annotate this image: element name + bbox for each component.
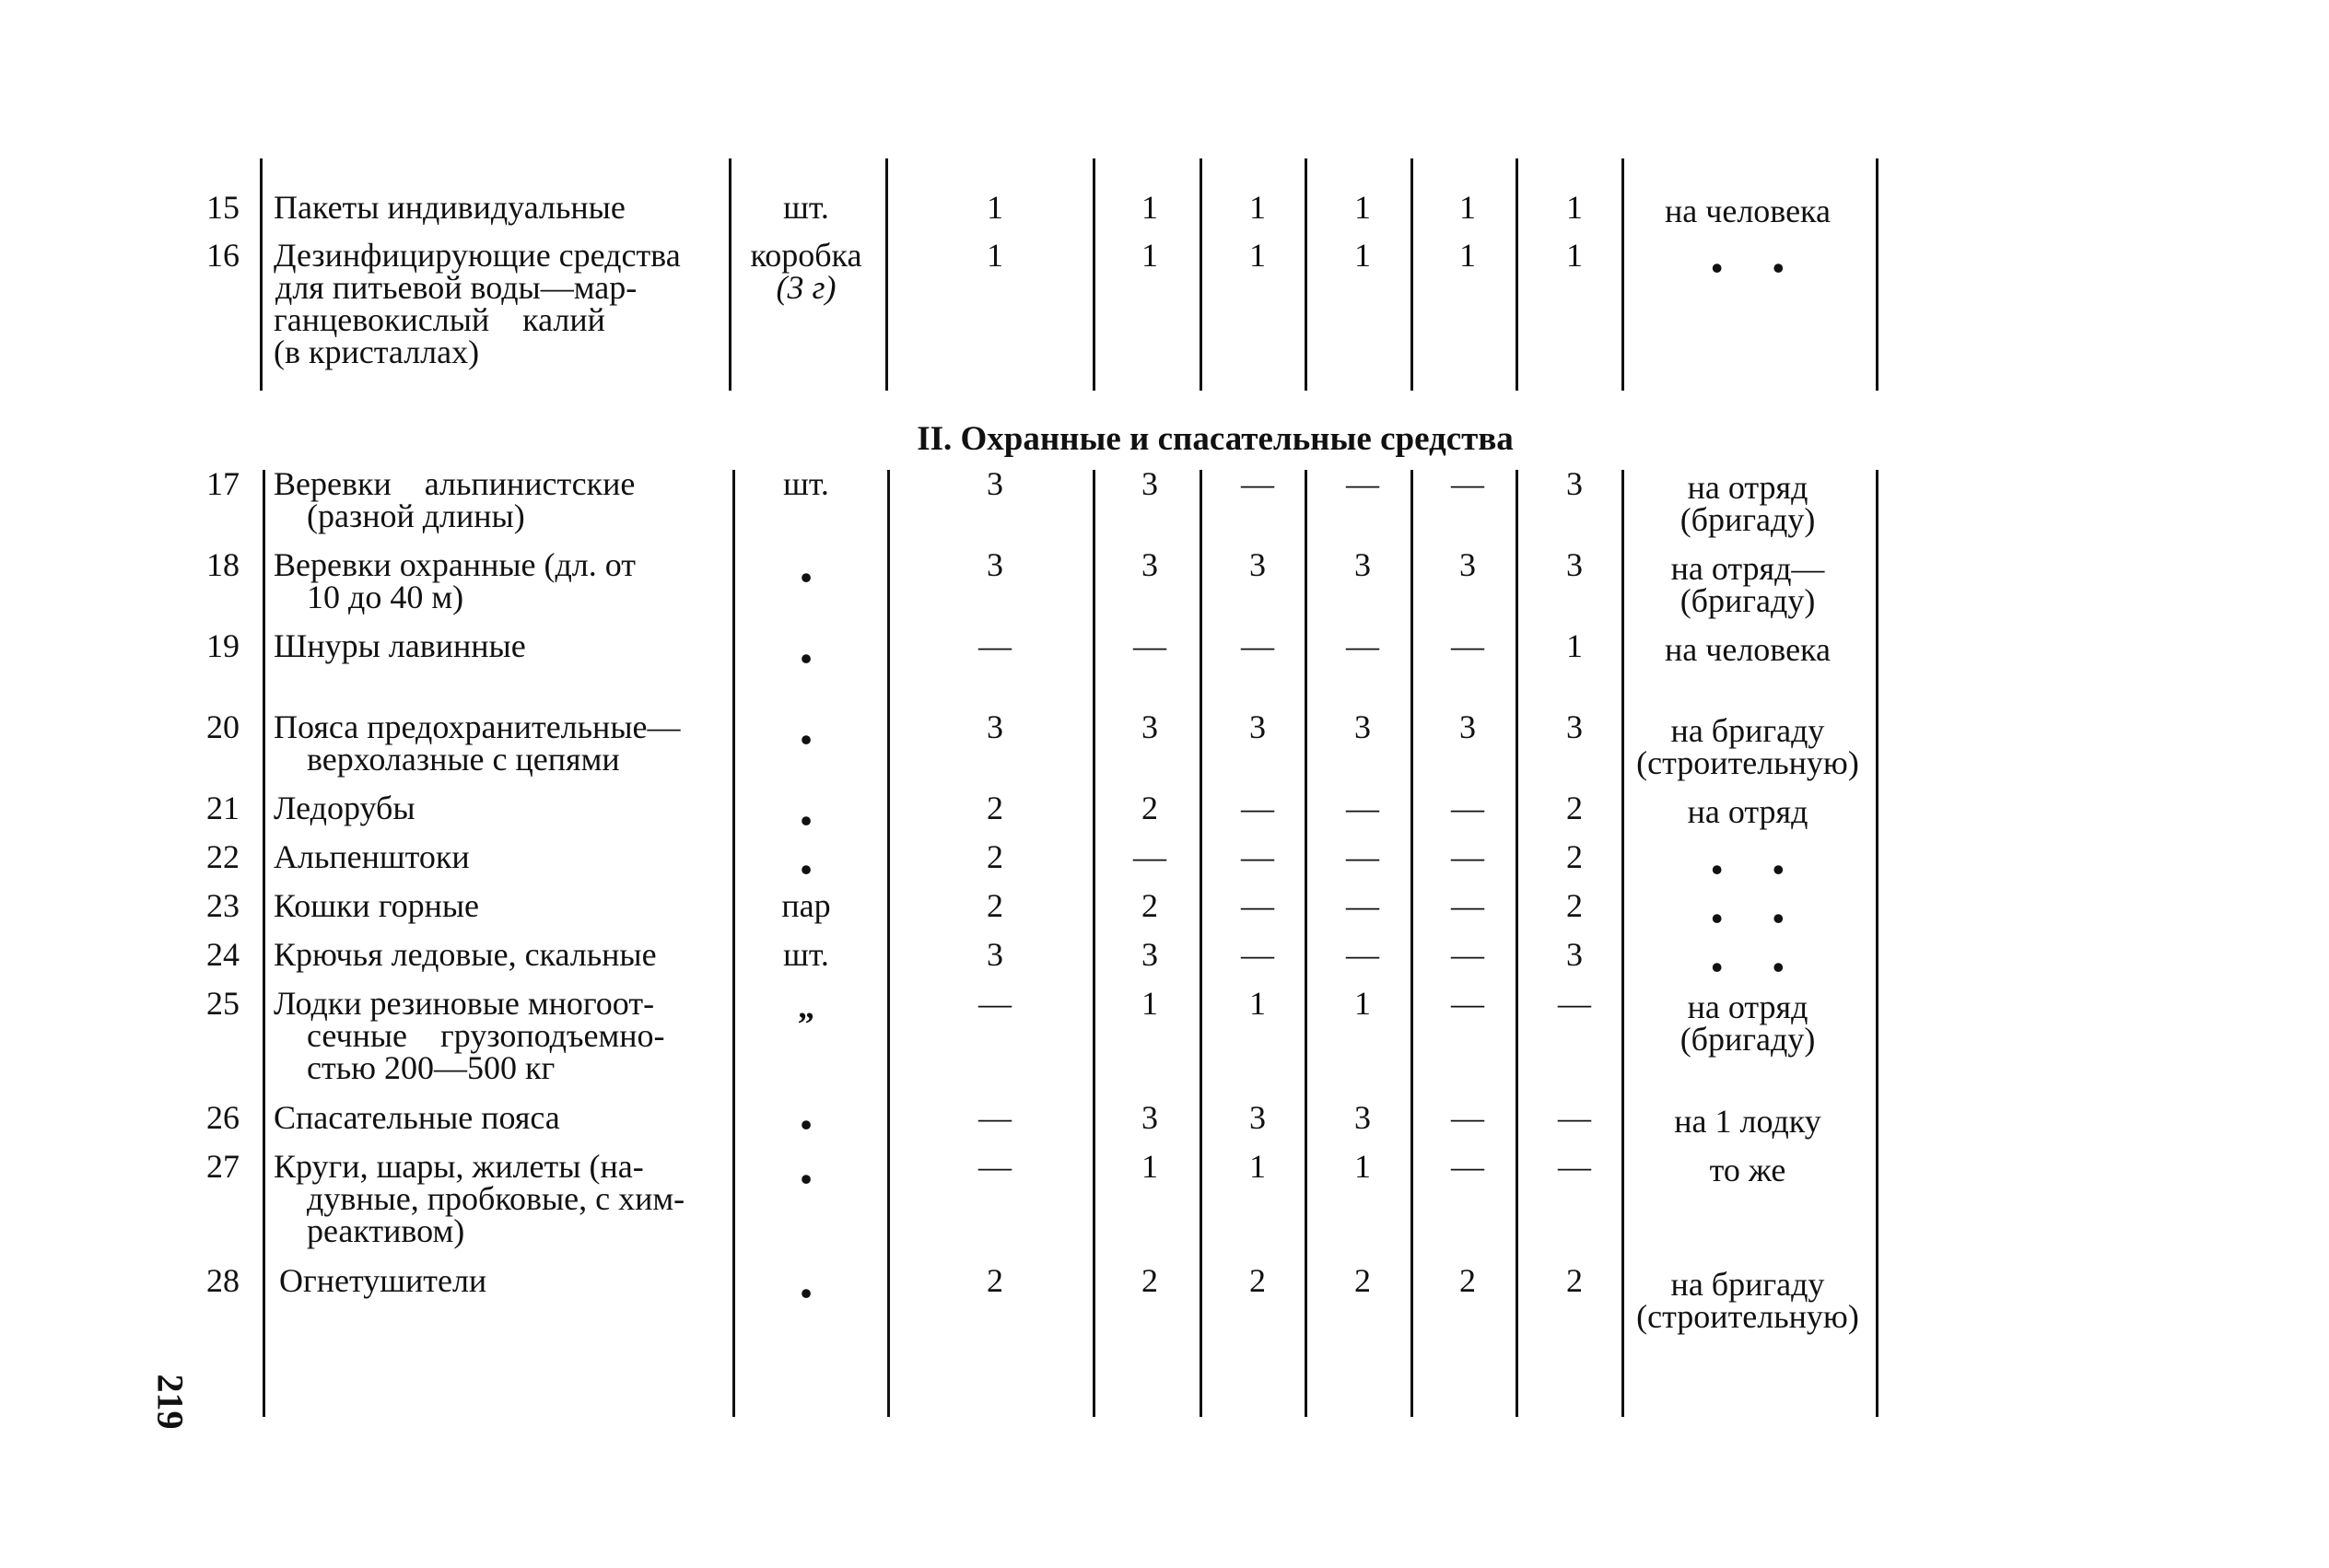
rule-bottom-q4 <box>1410 470 1413 1417</box>
item-name: Альпенштоки <box>274 838 470 875</box>
unit-cell: • <box>800 1161 813 1198</box>
qty-cell: 3 <box>1249 1099 1266 1136</box>
row-number: 17 <box>206 465 240 502</box>
note-cell: то же <box>1709 1152 1786 1188</box>
row-number: 16 <box>206 237 240 274</box>
row-number: 18 <box>206 546 240 583</box>
qty-cell: — <box>1241 936 1274 973</box>
qty-cell: — <box>978 627 1012 664</box>
qty-cell: 1 <box>1566 237 1583 274</box>
qty-cell: — <box>1451 838 1484 875</box>
qty-cell: — <box>1346 887 1379 924</box>
qty-cell: 1 <box>1141 189 1158 226</box>
row-number: 21 <box>206 790 240 826</box>
rule-top-q5 <box>1516 158 1518 391</box>
qty-cell: 3 <box>1354 546 1371 583</box>
qty-cell: 1 <box>987 189 1003 226</box>
qty-cell: — <box>1346 465 1379 502</box>
qty-cell: 3 <box>1566 708 1583 745</box>
unit-cell: • <box>800 640 813 677</box>
qty-cell: 2 <box>1354 1262 1371 1299</box>
qty-cell: 3 <box>987 546 1003 583</box>
qty-cell: 3 <box>987 936 1003 973</box>
qty-cell: 2 <box>987 790 1003 826</box>
unit-cell: • <box>800 1106 813 1143</box>
qty-cell: 3 <box>1141 708 1158 745</box>
unit-cell: коробка (3 г) <box>750 237 862 306</box>
qty-cell: — <box>1241 627 1274 664</box>
item-name: Круги, шары, жилеты (на- дувные, пробковые, с хим- реактивом) <box>274 1148 685 1249</box>
rule-top-q3 <box>1305 158 1307 391</box>
rule-top-left <box>260 158 263 391</box>
row-number: 27 <box>206 1148 240 1185</box>
qty-cell: 1 <box>1459 189 1476 226</box>
qty-cell: 1 <box>1249 189 1266 226</box>
qty-cell: — <box>1451 887 1484 924</box>
qty-cell: 2 <box>987 1262 1003 1299</box>
qty-cell: 2 <box>1566 887 1583 924</box>
unit-cell: • <box>800 721 813 758</box>
rule-top-q4 <box>1410 158 1413 391</box>
qty-cell: 1 <box>1141 985 1158 1022</box>
qty-cell: 1 <box>1354 189 1371 226</box>
row-number: 26 <box>206 1099 240 1136</box>
unit-cell: • <box>800 802 813 839</box>
item-name: Веревки альпинистские (разной длины) <box>274 465 636 534</box>
item-name: Огнетушители <box>279 1262 487 1299</box>
qty-cell: — <box>1451 1148 1484 1185</box>
qty-cell: — <box>1451 1099 1484 1136</box>
item-name: Спасательные пояса <box>274 1099 560 1136</box>
qty-cell: 2 <box>1141 1262 1158 1299</box>
qty-cell: — <box>1346 936 1379 973</box>
qty-cell: 2 <box>1459 1262 1476 1299</box>
rule-bottom-q5 <box>1516 470 1518 1417</box>
qty-cell: 3 <box>1566 546 1583 583</box>
rule-top-q1 <box>1093 158 1095 391</box>
qty-cell: 1 <box>1141 1148 1158 1185</box>
qty-cell: — <box>1558 1148 1591 1185</box>
page-number: 219 <box>149 1374 192 1430</box>
note-cell: на человека <box>1665 631 1831 668</box>
qty-cell: — <box>1451 465 1484 502</box>
rule-top-unit <box>885 158 888 391</box>
qty-cell: 3 <box>1249 708 1266 745</box>
qty-cell: 1 <box>1566 627 1583 664</box>
qty-cell: 3 <box>987 708 1003 745</box>
rule-bottom-unit <box>887 470 890 1417</box>
qty-cell: — <box>1346 838 1379 875</box>
qty-cell: 2 <box>1566 838 1583 875</box>
qty-cell: — <box>1241 838 1274 875</box>
qty-cell: 2 <box>1141 790 1158 826</box>
qty-cell: 2 <box>987 838 1003 875</box>
note-cell: • • <box>1711 250 1785 287</box>
qty-cell: 2 <box>1566 1262 1583 1299</box>
qty-cell: — <box>1451 790 1484 826</box>
note-cell: • • <box>1711 949 1785 986</box>
qty-cell: 2 <box>1141 887 1158 924</box>
qty-cell: — <box>1133 627 1166 664</box>
qty-cell: — <box>1241 887 1274 924</box>
qty-cell: 3 <box>1141 465 1158 502</box>
qty-cell: 3 <box>1354 1099 1371 1136</box>
note-cell: на бригаду (строительную) <box>1636 1266 1859 1335</box>
note-cell: на бригаду (строительную) <box>1636 712 1859 781</box>
item-name: Ледорубы <box>274 790 415 826</box>
qty-cell: — <box>978 1148 1012 1185</box>
item-name: Дезинфицирующие средства для питьевой воды—мар- ганцевокислый калий (в кристаллах) <box>274 237 681 370</box>
note-cell: на отряд <box>1687 793 1808 830</box>
item-name: Пакеты индивидуальные <box>274 189 626 226</box>
unit-cell: • <box>800 1275 813 1312</box>
note-cell: • • <box>1711 900 1785 937</box>
row-number: 23 <box>206 887 240 924</box>
qty-cell: 3 <box>1249 546 1266 583</box>
qty-cell: — <box>1241 465 1274 502</box>
qty-cell: 3 <box>1141 1099 1158 1136</box>
qty-cell: 3 <box>1141 546 1158 583</box>
unit-cell: • <box>800 851 813 888</box>
unit-cell: • <box>800 559 813 596</box>
qty-cell: 3 <box>987 465 1003 502</box>
qty-cell: — <box>1558 1099 1591 1136</box>
qty-cell: 1 <box>987 237 1003 274</box>
qty-cell: 1 <box>1354 985 1371 1022</box>
rule-bottom-q2 <box>1200 470 1202 1417</box>
item-name: Кошки горные <box>274 887 479 924</box>
row-number: 28 <box>206 1262 240 1299</box>
row-number: 20 <box>206 708 240 745</box>
qty-cell: 1 <box>1249 237 1266 274</box>
rule-top-right <box>1876 158 1878 391</box>
note-cell: на человека <box>1665 193 1831 229</box>
qty-cell: — <box>978 1099 1012 1136</box>
qty-cell: — <box>1451 627 1484 664</box>
item-name: Веревки охранные (дл. от 10 до 40 м) <box>274 546 637 615</box>
qty-cell: 2 <box>1249 1262 1266 1299</box>
item-name: Лодки резиновые многоот- сечные грузоподъемно- стью 200—500 кг <box>274 985 665 1086</box>
qty-cell: 3 <box>1459 708 1476 745</box>
rule-bottom-q1 <box>1093 470 1095 1417</box>
qty-cell: 1 <box>1566 189 1583 226</box>
note-cell: на 1 лодку <box>1674 1103 1821 1140</box>
unit-cell: шт. <box>783 465 829 502</box>
qty-cell: 3 <box>1354 708 1371 745</box>
row-number: 15 <box>206 189 240 226</box>
rule-bottom-left <box>263 470 265 1417</box>
qty-cell: — <box>1133 838 1166 875</box>
qty-cell: 1 <box>1141 237 1158 274</box>
qty-cell: 1 <box>1354 1148 1371 1185</box>
unit-cell: пар <box>781 887 831 924</box>
qty-cell: 1 <box>1249 1148 1266 1185</box>
item-name: Пояса предохранительные— верхолазные с цепями <box>274 708 681 778</box>
qty-cell: 2 <box>987 887 1003 924</box>
qty-cell: 2 <box>1566 790 1583 826</box>
qty-cell: — <box>978 985 1012 1022</box>
qty-cell: 1 <box>1249 985 1266 1022</box>
qty-cell: 3 <box>1566 936 1583 973</box>
qty-cell: 3 <box>1141 936 1158 973</box>
rule-top-q2 <box>1200 158 1202 391</box>
row-number: 24 <box>206 936 240 973</box>
item-name: Крючья ледовые, скальные <box>274 936 657 973</box>
qty-cell: — <box>1346 627 1379 664</box>
qty-cell: — <box>1558 985 1591 1022</box>
row-number: 22 <box>206 838 240 875</box>
qty-cell: 3 <box>1459 546 1476 583</box>
unit-cell: шт. <box>783 936 829 973</box>
qty-cell: 1 <box>1354 237 1371 274</box>
item-name: Шнуры лавинные <box>274 627 526 664</box>
qty-cell: — <box>1346 790 1379 826</box>
qty-cell: — <box>1451 985 1484 1022</box>
unit-cell: „ <box>798 989 814 1025</box>
note-cell: на отряд— (бригаду) <box>1670 550 1825 619</box>
note-cell: • • <box>1711 851 1785 888</box>
row-number: 19 <box>206 627 240 664</box>
section-title: II. Охранные и спасательные средства <box>917 420 1514 458</box>
note-cell: на отряд (бригаду) <box>1679 469 1816 538</box>
rule-bottom-q3 <box>1305 470 1307 1417</box>
qty-cell: 3 <box>1566 465 1583 502</box>
row-number: 25 <box>206 985 240 1022</box>
qty-cell: 1 <box>1459 237 1476 274</box>
unit-cell: шт. <box>783 189 829 226</box>
qty-cell: — <box>1451 936 1484 973</box>
note-cell: на отряд (бригаду) <box>1679 989 1816 1058</box>
qty-cell: — <box>1241 790 1274 826</box>
